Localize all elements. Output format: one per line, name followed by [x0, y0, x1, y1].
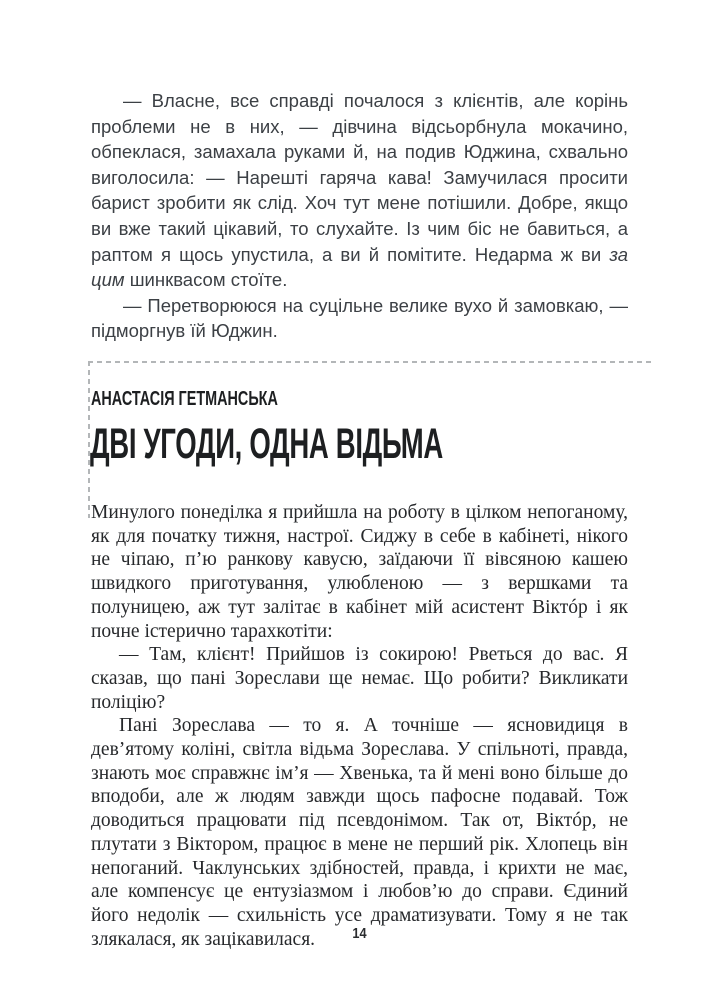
intro-p1-text-before: — Власне, все справді почалося з клієнтів, але корінь проблеми не в них, — дівчина відсьорбнула мокачино, обпеклася, замахала руками й, на подив Юджина, схвально виголосила: — Нарешті гаряча кава! Замучилася просити барист зробити як слід. Хоч тут мене потішили. Добре, якщо ви вже такий цікавий, то слухайте. Із чим біс не бавиться, а раптом я щось упустила, а ви й помітите. Недарма ж ви	[91, 90, 628, 265]
story-author: АНАСТАСІЯ ГЕТМАНСЬКА	[91, 388, 278, 410]
story-paragraph-3: Пані Зореслава — то я. А точніше — ясновидиця в дев’ятому коліні, світла відьма Зореслава. У спільноті, правда, знають моє справжнє ім’я — Хвенька, та й мені воно більше до вподоби, але ж людям завжди щось пафосне подавай. Тож доводиться працювати під псевдонімом. Так от, Віктóр, не плутати з Віктором, працює в мене не перший рік. Хлопець він непоганий. Чаклунських здібностей, правда, і крихти не має, але компенсує це ентузіазмом і любов’ю до справи. Єдиний його недолік — схильність усе драматизувати. Тому я не так злякалася, як зацікавилася.	[91, 715, 628, 950]
story-paragraph-2: — Там, клієнт! Прийшов із сокирою! Рветься до вас. Я сказав, що пані Зореслави ще немає. Що робити? Викликати поліцію?	[91, 644, 628, 713]
story-body	[91, 501, 628, 951]
story-paragraph-1: Минулого понеділка я прийшла на роботу в цілком непоганому, як для початку тижня, настрої. Сиджу в себе в кабінеті, нікого не чіпаю, п’ю ранкову кавусю, заїдаючи її вівсяною кашею швидкого приготування, улюбленою — з вершками та полуницею, аж тут залітає в кабінет мій асистент Віктóр і як почне істерично тарахкотіти:	[91, 502, 628, 642]
intro-paragraph-2: — Перетворююся на суцільне велике вухо й замовкаю, — підморгнув їй Юджин.	[91, 294, 628, 342]
story-title: ДВІ УГОДИ, ОДНА ВІДЬМА	[90, 420, 443, 468]
intro-paragraph-1	[91, 88, 628, 293]
intro-p1-italic-phrase: за цим	[91, 243, 628, 291]
section-divider-top-dashed-line	[88, 361, 652, 363]
intro-block	[91, 88, 628, 344]
intro-p1-text-after: шинквасом стоїте.	[124, 269, 288, 291]
page-number: 14	[352, 925, 367, 942]
